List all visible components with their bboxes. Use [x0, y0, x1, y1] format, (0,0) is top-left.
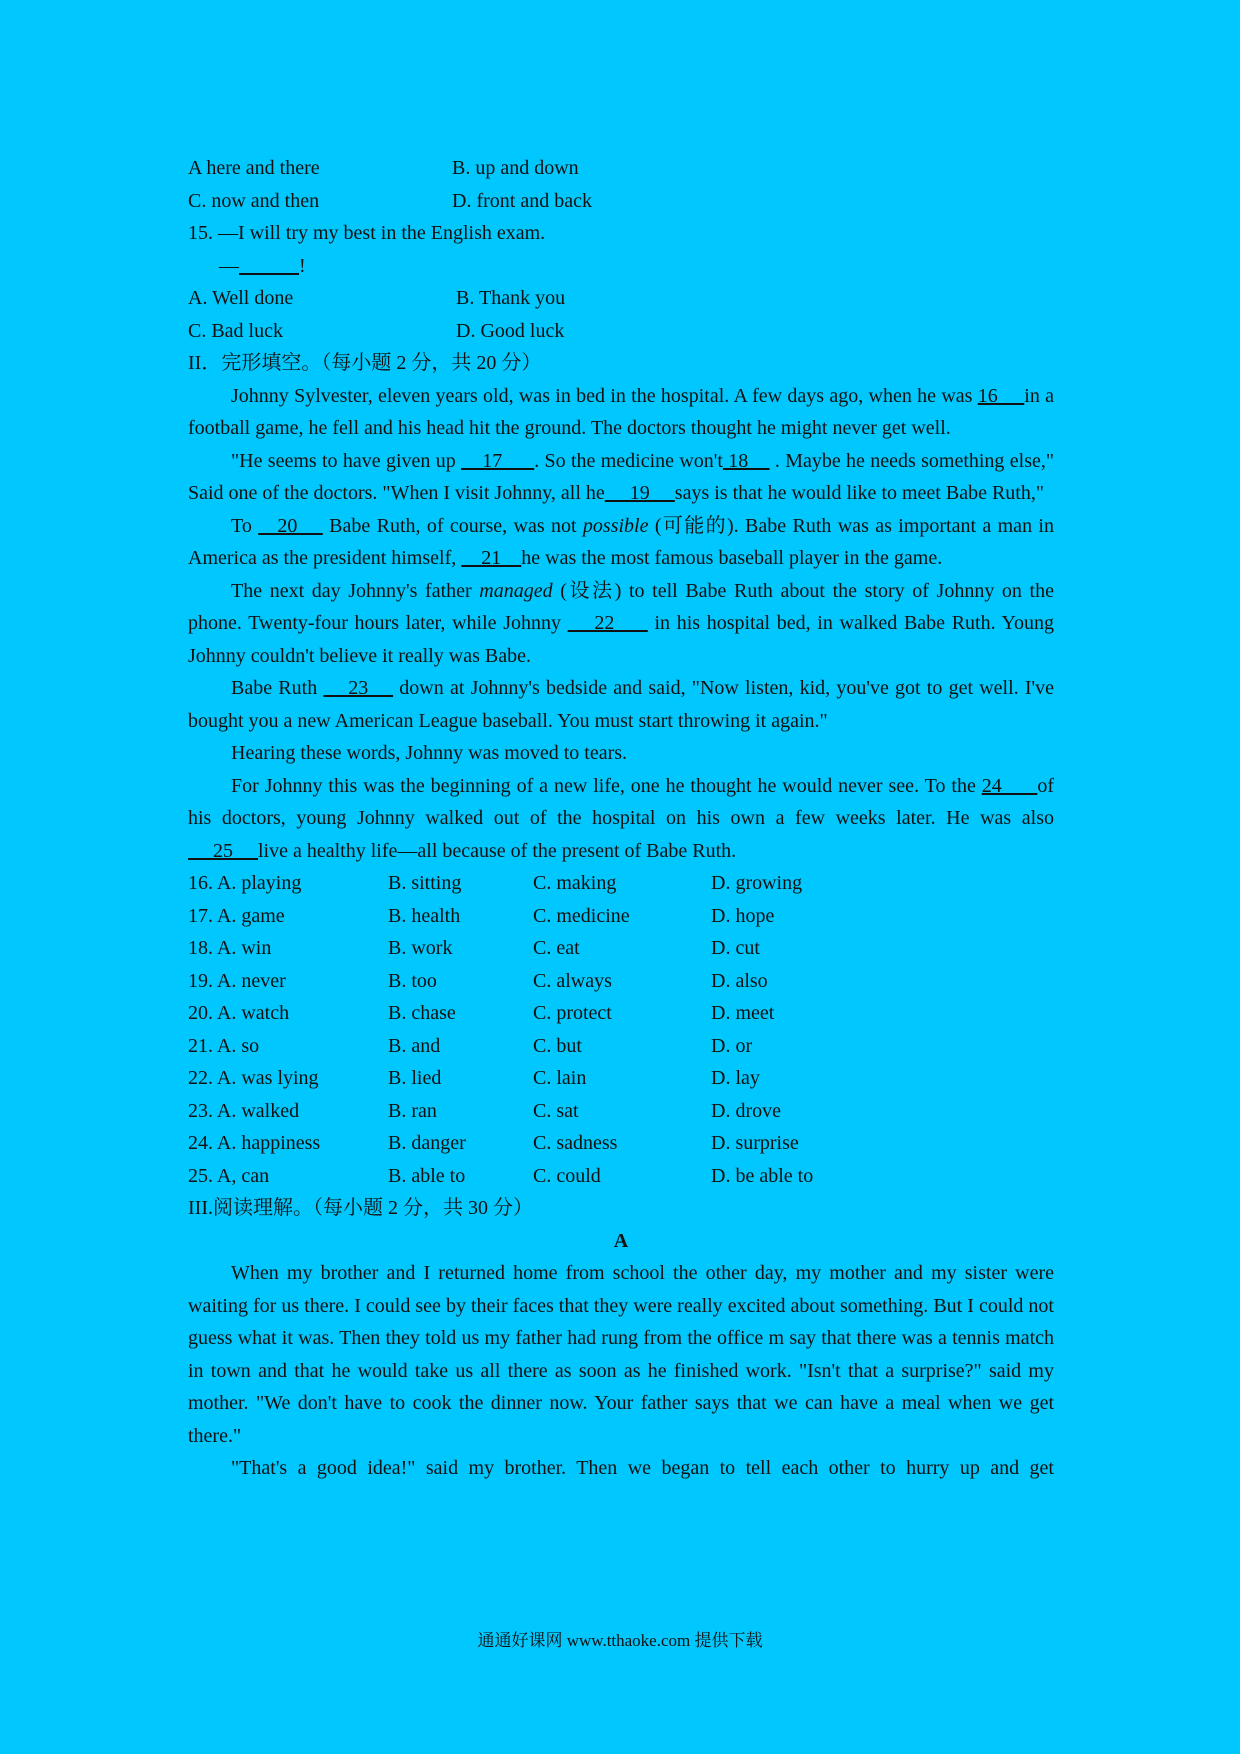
option-cell: D. or	[711, 1034, 753, 1057]
blank-20: 20	[258, 514, 323, 537]
section-2-title: II．完形填空。（每小题 2 分，共 20 分）	[188, 352, 542, 374]
q14-options-row-2	[188, 185, 1054, 218]
reading-passage-a	[188, 1257, 1054, 1485]
option-cell: C. lain	[533, 1067, 587, 1089]
passage-paragraph-4	[188, 575, 1054, 673]
blank-19: 19	[604, 482, 675, 504]
blank-22: 22	[567, 612, 648, 634]
text: of his doctors, young Johnny walked out of the hospital on his own a few weeks later. He was also	[188, 774, 1054, 829]
option-cell: D. also	[711, 969, 768, 992]
blank-25: 25	[188, 839, 258, 862]
option-cell: D. lay	[711, 1067, 760, 1089]
option-cell: C. but	[533, 1034, 582, 1057]
italic-word: managed	[479, 579, 553, 602]
q15-reply-end: !	[299, 254, 306, 277]
q15-option-b: B. Thank you	[456, 287, 566, 309]
option-cell: 22. A. was lying	[188, 1067, 319, 1089]
cloze-passage	[188, 380, 1054, 868]
text: in his hospital bed, in walked Babe Ruth. Young Johnny couldn't believe it really was Babe.	[188, 612, 1054, 667]
option-cell: B. chase	[388, 1002, 456, 1024]
option-cell: D. cut	[711, 937, 760, 959]
text: To	[231, 514, 259, 537]
q14-option-b: B. up and down	[452, 157, 579, 179]
option-cell: 23. A. walked	[188, 1099, 300, 1122]
text: "He seems to have given up	[231, 449, 462, 472]
text: down at Johnny's bedside and said, "Now listen, kid, you've got to get well. I've bought you a new American League baseball. You must start throwing it again."	[188, 677, 1054, 732]
option-cell: D. drove	[711, 1099, 781, 1122]
option-cell: C. could	[533, 1164, 601, 1187]
option-cell: 18. A. win	[188, 937, 272, 959]
option-cell: C. medicine	[533, 904, 630, 927]
q15-reply	[188, 250, 1054, 283]
q15-reply-dash: —	[219, 254, 239, 277]
passage-a-paragraph-2: "That's a good idea!" said my brother. Then we began to tell each other to hurry up and get	[231, 1457, 1054, 1479]
option-row-23	[188, 1095, 911, 1128]
option-cell: B. sitting	[388, 872, 462, 894]
q14-option-d: D. front and back	[452, 189, 592, 212]
q14-options-row-1	[188, 152, 1054, 185]
option-row-19	[188, 965, 911, 998]
option-cell: 25. A, can	[188, 1164, 270, 1187]
text: . So the medicine won't	[534, 449, 723, 472]
text: Johnny Sylvester, eleven years old, was in bed in the hospital. A few days ago, when he was	[231, 384, 978, 407]
exam-page	[188, 152, 1054, 1485]
option-cell: C. sadness	[533, 1132, 618, 1154]
option-row-16	[188, 867, 911, 900]
option-cell: D. be able to	[711, 1164, 814, 1187]
option-cell: 24. A. happiness	[188, 1132, 321, 1154]
option-cell: C. protect	[533, 1002, 612, 1024]
text: (设法) to tell Babe Ruth about the story of Johnny on the phone. Twenty-four hours later, while Johnny	[188, 579, 1054, 634]
option-cell: B. too	[388, 969, 437, 992]
text: (可能的). Babe Ruth was as important a man in America as the president himself,	[188, 514, 1054, 569]
option-cell: B. able to	[388, 1164, 466, 1187]
blank-17: 17	[461, 449, 535, 472]
q15-options-row-2	[188, 315, 1054, 348]
option-cell: B. lied	[388, 1067, 442, 1089]
option-cell: B. danger	[388, 1132, 466, 1154]
cloze-options-table	[188, 867, 911, 1192]
blank-16: 16	[977, 384, 1025, 407]
option-cell: 16. A. playing	[188, 872, 302, 894]
q15-option-d: D. Good luck	[456, 319, 565, 342]
option-cell: B. and	[388, 1034, 441, 1057]
q15-option-a: A. Well done	[188, 287, 294, 309]
option-cell: C. making	[533, 872, 617, 894]
option-cell: 21. A. so	[188, 1034, 260, 1057]
italic-word: possible	[582, 514, 649, 537]
passage-paragraph-7	[188, 770, 1054, 868]
option-cell: D. hope	[711, 904, 775, 927]
option-cell: 19. A. never	[188, 969, 286, 992]
q15-blank	[239, 255, 299, 277]
q14-option-a: A here and there	[188, 157, 320, 179]
passage-paragraph-2	[188, 445, 1054, 510]
blank-21: 21	[461, 547, 522, 569]
option-row-17	[188, 900, 911, 933]
text: he was the most famous baseball player in the game.	[521, 547, 943, 569]
text: in a football game, he fell and his head hit the ground. The doctors thought he might never get well.	[188, 384, 1055, 439]
option-cell: 17. A. game	[188, 904, 285, 927]
text: Babe Ruth, of course, was not	[322, 514, 583, 537]
option-cell: D. surprise	[711, 1132, 799, 1154]
option-cell: B. ran	[388, 1099, 437, 1122]
blank-24: 24	[981, 774, 1038, 797]
option-cell: C. sat	[533, 1099, 579, 1122]
passage-paragraph-5	[188, 672, 1054, 737]
option-cell: D. growing	[711, 872, 803, 894]
passage-paragraph-3	[188, 510, 1054, 575]
option-row-22	[188, 1062, 911, 1095]
text: The next day Johnny's father	[231, 579, 480, 602]
text: says is that he would like to meet Babe Ruth,"	[674, 482, 1045, 504]
option-row-24	[188, 1127, 911, 1160]
q15-option-c: C. Bad luck	[188, 319, 283, 342]
text: Babe Ruth	[231, 677, 324, 699]
passage-a-paragraph-1: When my brother and I returned home from school the other day, my mother and my sister were waiting for us there. I could see by their faces that they were really excited about something. But I could not guess what it was. Then they told us my father had rung from the office m say that there was a tennis match in town and that he would take us all there as soon as he finished work. "Isn't that a surprise?" said my mother. "We don't have to cook the dinner now. Your father says that we can have a meal when we get there."	[188, 1262, 1054, 1447]
passage-a-label: A	[613, 1229, 629, 1252]
option-row-21	[188, 1030, 911, 1063]
q15-options-row-1	[188, 282, 1054, 315]
text: live a healthy life—all because of the present of Babe Ruth.	[258, 839, 737, 862]
option-row-25	[188, 1160, 911, 1193]
text: . Maybe he needs something else," Said one of the doctors. "When I visit Johnny, all he	[188, 449, 1055, 504]
option-row-18	[188, 932, 911, 965]
passage-paragraph-6: Hearing these words, Johnny was moved to tears.	[231, 742, 628, 764]
q15-question: 15. —I will try my best in the English exam.	[188, 222, 546, 244]
option-cell: B. health	[388, 904, 461, 927]
q14-option-c: C. now and then	[188, 189, 320, 212]
option-cell: 20. A. watch	[188, 1002, 290, 1024]
page-footer: 通通好课网 www.tthaoke.com 提供下载	[477, 1631, 763, 1650]
option-cell: C. always	[533, 969, 612, 992]
passage-paragraph-1	[188, 380, 1054, 445]
option-row-20	[188, 997, 911, 1030]
text: For Johnny this was the beginning of a new life, one he thought he would never see. To the	[231, 774, 982, 797]
blank-23: 23	[323, 677, 394, 699]
option-cell: D. meet	[711, 1002, 775, 1024]
option-cell: B. work	[388, 937, 453, 959]
blank-18: 18	[722, 449, 770, 472]
section-3-title: III.阅读理解。（每小题 2 分，共 30 分）	[188, 1197, 533, 1219]
option-cell: C. eat	[533, 937, 580, 959]
